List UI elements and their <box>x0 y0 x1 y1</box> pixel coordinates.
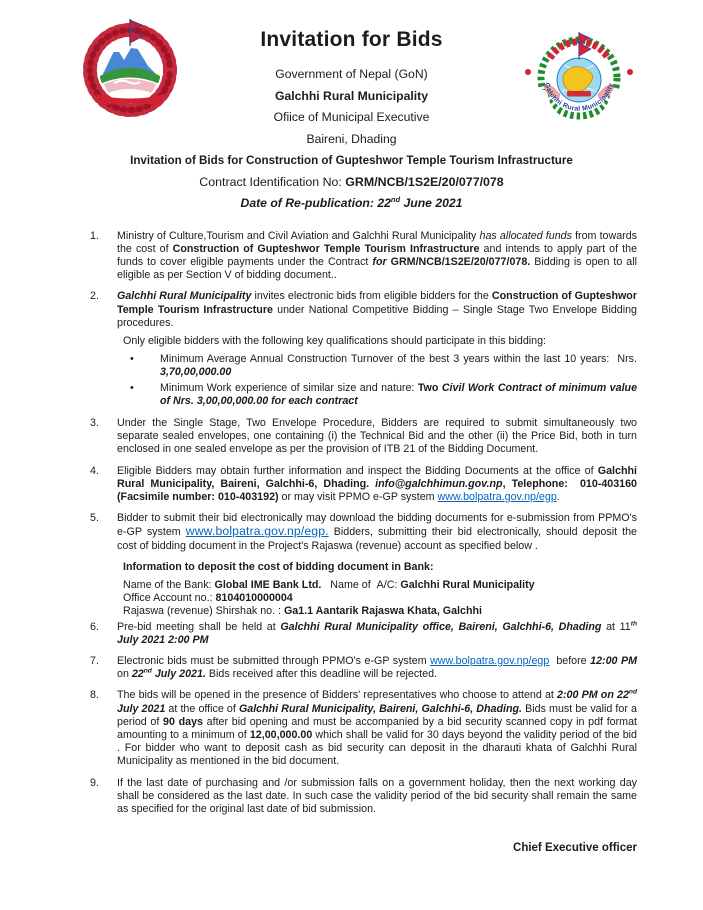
item-number: 9. <box>90 776 99 789</box>
text-segment: Galchhi Rural Municipality office, Baireni, Galchhi-6, Dhading <box>280 620 602 633</box>
qualification-experience <box>90 382 637 408</box>
paragraph-text <box>123 579 637 592</box>
text-segment: 90 days <box>163 715 203 728</box>
text-segment: June 2021 <box>400 196 463 210</box>
text-segment: July 2021. <box>151 668 206 681</box>
text-segment: Galchhi Rural Municipality, Baireni, Galchhi-6, Dhading. <box>117 464 637 490</box>
item-8-bid-opening <box>90 689 637 768</box>
text-segment: Rajaswa (revenue) Shirshak no. : <box>123 605 284 618</box>
text-segment: at 11 <box>601 620 631 633</box>
text-segment: Bidder to submit their bid electronically may download the bidding documents for e-submission from PPMO's e-GP system <box>117 512 637 539</box>
text-segment: If the last date of purchasing and /or submission falls on a government holiday, then the next working day shall be considered as the last date. In such case the validity period of the bid security shall remain the same as specified for the original last date of bid submission. <box>117 776 637 816</box>
bid-conditions-list <box>0 215 703 817</box>
superscript-text: th <box>630 620 637 628</box>
text-segment: Bids must be valid for a period of <box>117 702 637 728</box>
item-3-envelope-procedure <box>90 417 637 457</box>
text-segment: info@galchhimun.gov.np <box>375 477 503 490</box>
text-segment: invites electronic bids from eligible bidders for the <box>251 290 492 303</box>
republication-date-line <box>0 193 703 215</box>
text-segment: Bidders, submitting their bid electronically, should deposit the cost of bidding document in the Project's Rajaswa (revenue) account as specified below . <box>117 526 637 552</box>
text-segment: Two <box>417 381 442 394</box>
text-segment: Ga1.1 Aantarik Rajaswa Khata, Galchhi <box>283 605 482 618</box>
item-1-funding <box>90 230 637 283</box>
text-segment: Electronic bids must be submitted through PPMO's e-GP system <box>117 654 431 667</box>
paragraph-text <box>117 290 637 330</box>
item-7-submission-deadline <box>90 655 637 681</box>
text-segment: Construction of Gupteshwor Temple Tourism Infrastructure <box>172 242 480 255</box>
text-segment: which shall be valid for 30 days beyond the validity period of the bid . For bidder who want to deposit cash as bid security can deposit in the dharauti khata of Galchhi Rural Municipality as mentioned in the bid document. <box>117 729 638 768</box>
text-segment: GRM/NCB/1S2E/20/077/078. <box>390 255 531 268</box>
paragraph-text <box>123 605 637 618</box>
bid-subject-line: Invitation of Bids for Construction of Gupteshwor Temple Tourism Infrastructure <box>130 154 573 167</box>
text-segment: 12:00 PM <box>590 654 637 667</box>
paragraph-text <box>123 592 637 605</box>
text-segment: 22 <box>131 668 144 681</box>
paragraph-text <box>117 512 637 553</box>
text-segment: Telephone: 010-403160 (Facsimile number: 010-403192) <box>117 477 638 503</box>
nepal-government-emblem-logo <box>76 13 184 123</box>
text-segment: July 2021 <box>117 702 166 715</box>
superscript-text: nd <box>143 667 152 675</box>
bullet-dot: • <box>130 381 134 394</box>
text-segment: Information to deposit the cost of bidding document in Bank: <box>123 560 434 573</box>
item-number: 8. <box>90 689 99 702</box>
contract-id-line <box>0 172 703 194</box>
item-number: 6. <box>90 620 99 633</box>
indent-spacer <box>90 561 123 574</box>
text-segment: for <box>372 255 391 268</box>
paragraph-text <box>117 621 637 647</box>
paragraph-text <box>123 335 637 348</box>
text-segment: 3,70,00,000.00 <box>160 366 232 379</box>
item-number: 2. <box>90 290 99 303</box>
hyperlink[interactable]: www.bolpatra.gov.np/egp <box>430 654 550 667</box>
galchhi-municipality-seal-logo <box>520 20 638 132</box>
text-segment: and intends to apply part of the funds to cover eligible payments under the Contract <box>117 242 638 268</box>
text-segment: at the office of <box>165 702 239 715</box>
text-segment: or may visit PPMO e-GP system <box>278 490 438 503</box>
text-segment: Minimum Average Annual Construction Turnover of the best 3 years within the last 10 years: Nrs. <box>160 353 637 366</box>
text-segment: Name of the Bank: <box>123 578 215 591</box>
indent-spacer <box>90 579 123 592</box>
text-segment: Bids received after this deadline will be rejected. <box>205 668 438 681</box>
text-segment: Ministry of Culture,Tourism and Civil Aviation and Galchhi Rural Municipality <box>117 229 480 242</box>
item-9-holiday-rule <box>90 777 637 817</box>
paragraph-text <box>117 465 637 505</box>
text-segment: The bids will be opened in the presence of Bidders' representatives who choose to attend at <box>117 689 558 702</box>
seal-banner <box>567 91 591 97</box>
bullet-dot: • <box>130 353 134 366</box>
text-segment: Galchhi Rural Municipality <box>400 578 535 591</box>
item-6-prebid-meeting <box>90 621 637 647</box>
office-line: Ofiice of Municipal Executive <box>273 110 430 124</box>
text-segment: Contract Identification No: <box>199 174 346 189</box>
side-flower <box>525 69 531 75</box>
hyperlink[interactable]: www.bolpatra.gov.np/egp <box>437 490 557 503</box>
text-segment: Civil Work Contract of minimum value of Nrs. 3,00,00,000.00 for each contract <box>160 381 638 407</box>
municipality-line: Galchhi Rural Municipality <box>274 88 429 103</box>
text-segment: has allocated funds <box>479 229 572 242</box>
text-segment: Construction of Gupteshwor Temple Tourism Infrastructure <box>117 290 637 316</box>
text-segment: GRM/NCB/1S2E/20/077/078 <box>345 174 504 189</box>
qualifications-intro <box>90 335 637 348</box>
text-segment: 12,00,000.00 <box>249 729 313 741</box>
text-segment: Date of Re-publication: 22 <box>240 196 391 210</box>
item-number: 5. <box>90 512 99 525</box>
item-number: 4. <box>90 464 99 477</box>
text-segment: , <box>502 477 512 490</box>
bank-account-line <box>90 592 637 605</box>
location-line: Baireni, Dhading <box>306 131 397 146</box>
superscript-text: nd <box>628 688 637 696</box>
indent-spacer <box>90 592 123 605</box>
text-segment: Minimum Work experience of similar size and nature: <box>160 381 418 394</box>
paragraph-text <box>117 417 637 457</box>
hyperlink[interactable]: www.bolpatra.gov.np/egp. <box>185 524 329 539</box>
government-line: Government of Nepal (GoN) <box>275 67 428 81</box>
item-5-download <box>90 512 637 553</box>
text-segment: Eligible Bidders may obtain further information and inspect the Bidding Documents at the office of <box>117 464 598 477</box>
paragraph-text <box>117 777 637 817</box>
indent-spacer <box>90 335 123 348</box>
text-segment: . <box>556 490 560 503</box>
text-segment: Only eligible bidders with the following key qualifications should participate in this bidding: <box>123 334 546 347</box>
document-title: Invitation for Bids <box>260 28 443 51</box>
text-segment: from towards the cost of <box>117 229 637 255</box>
text-segment: Name of A/C: <box>321 578 401 591</box>
seal-bottom-text: Galchhi Rural Municipality <box>542 82 616 113</box>
text-segment: Pre-bid meeting shall be held at <box>117 620 281 633</box>
paragraph-text <box>123 561 637 574</box>
item-2-invitation <box>90 290 637 330</box>
paragraph-text <box>117 230 637 283</box>
item-number: 3. <box>90 416 99 429</box>
text-segment: Office Account no.: <box>123 592 216 605</box>
text-segment: 2:00 PM on 22 <box>557 689 629 702</box>
text-segment: after bid opening and must be accompanied by a bid security scanned copy in pdf format amounting to a minimum of <box>117 715 637 741</box>
qualification-turnover <box>90 353 637 379</box>
bank-info-heading <box>90 561 637 574</box>
item-4-information <box>90 465 637 505</box>
item-number: 1. <box>90 229 99 242</box>
item-number: 7. <box>90 654 99 667</box>
signature-title: Chief Executive officer <box>513 842 637 855</box>
indent-spacer <box>90 605 123 618</box>
text-segment: Global IME Bank Ltd. <box>214 578 322 591</box>
paragraph-text <box>160 353 637 379</box>
text-segment: Under the Single Stage, Two Envelope Procedure, Bidders are required to submit simultaneously two separate sealed envelopes, one containing (i) the Technical Bid and the other (ii) the Price Bid, both in turn enclosed in one sealed envelope as per the provision of ITB 21 of the Bidding Document. <box>117 416 637 456</box>
text-segment: Galchhi Rural Municipality <box>117 290 252 303</box>
text-segment: July 2021 2:00 PM <box>117 633 209 646</box>
text-segment: under National Competitive Bidding – Single Stage Two Envelope Bidding procedures. <box>117 303 637 329</box>
paragraph-text <box>117 655 637 681</box>
side-flower <box>627 69 633 75</box>
text-segment: Bidding is open to all eligible as per Section V of bidding document.. <box>117 255 637 282</box>
paragraph-text <box>117 689 637 768</box>
superscript-text: nd <box>390 194 401 204</box>
text-segment: before <box>549 654 591 667</box>
text-segment: on <box>117 668 132 681</box>
bank-shirshak-line <box>90 605 637 618</box>
text-segment: 8104010000004 <box>215 592 293 605</box>
paragraph-text <box>160 382 637 408</box>
text-segment: Galchhi Rural Municipality, Baireni, Galchhi-6, Dhading. <box>238 702 522 715</box>
bank-name-line <box>90 579 637 592</box>
